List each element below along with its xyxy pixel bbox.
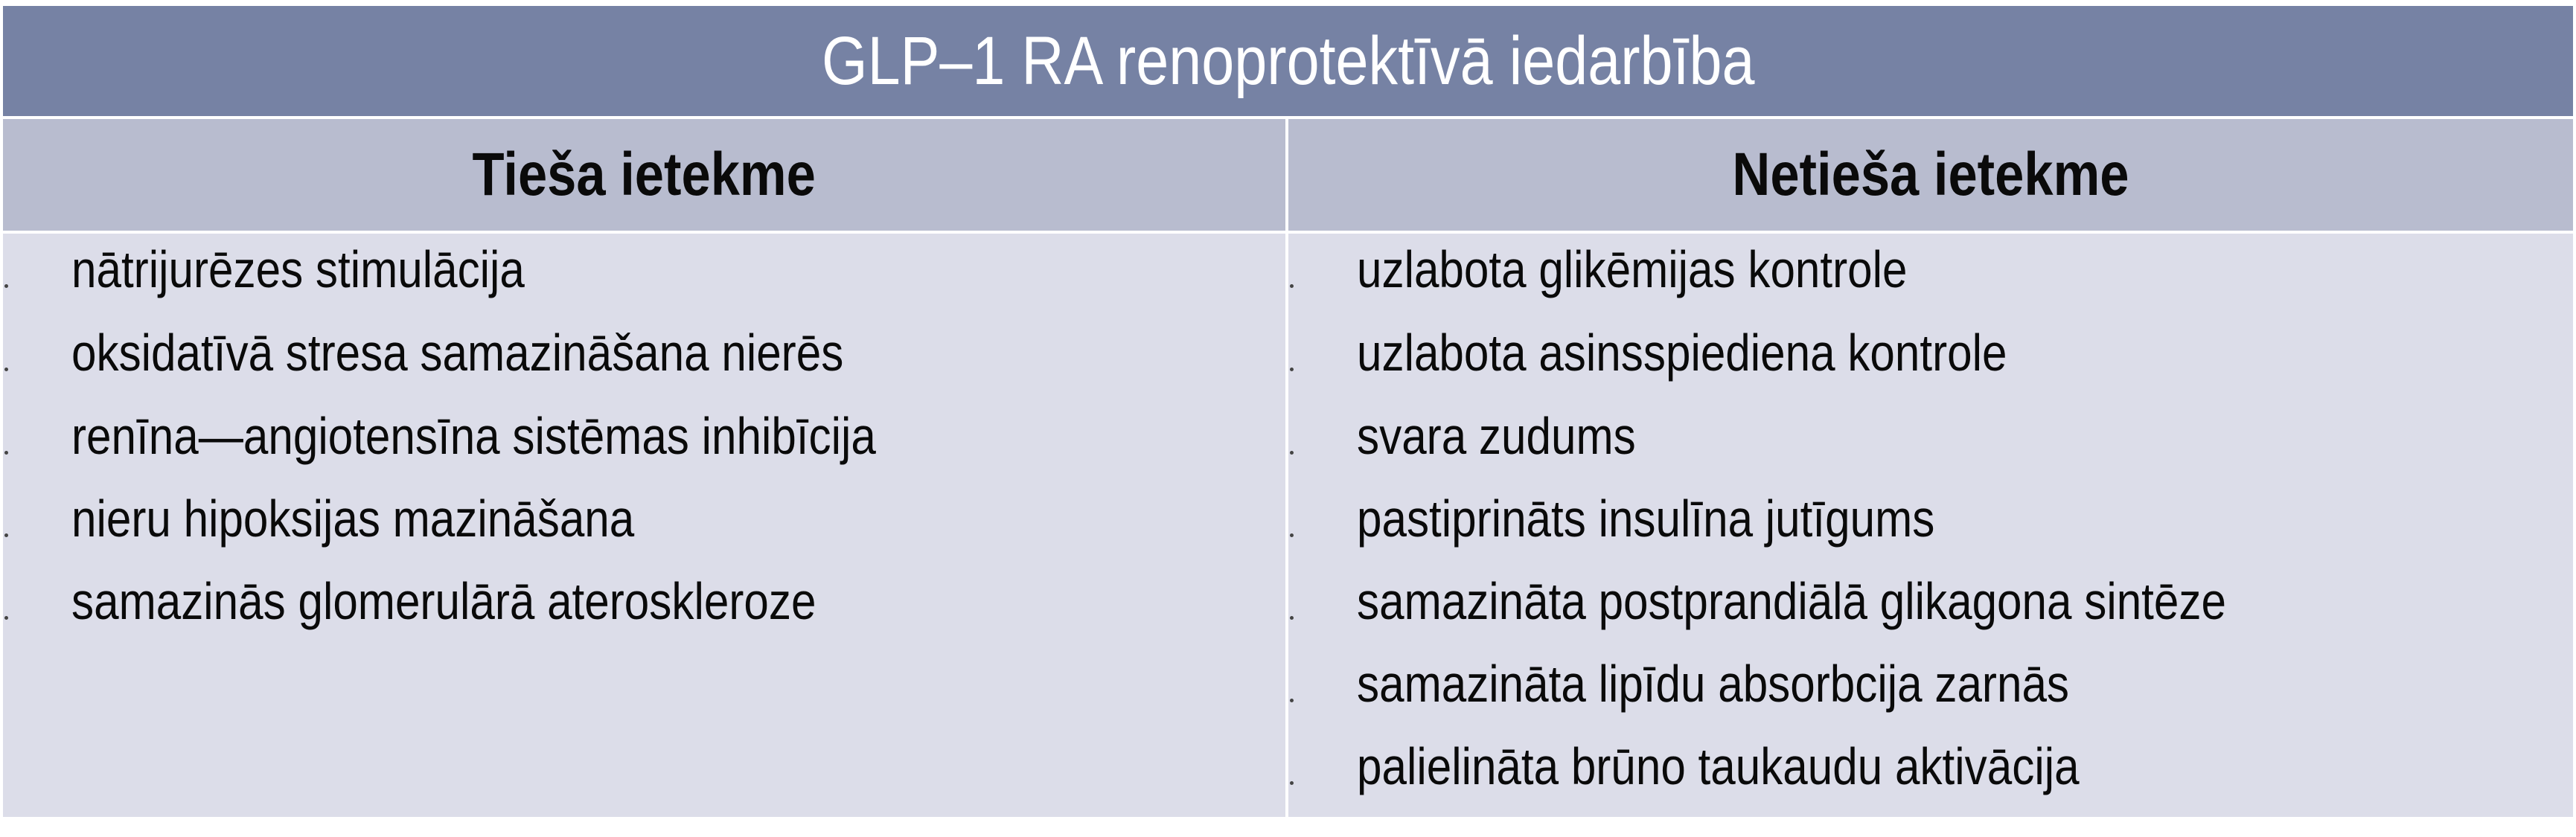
bullet-icon — [4, 368, 8, 371]
column-header-direct-text: Tieša ietekme — [472, 141, 816, 208]
table-title — [3, 6, 2573, 116]
list-item: palielināta brūno taukaudu aktivācija — [1288, 737, 2573, 820]
bullet-icon — [1290, 284, 1294, 288]
table-title-text: GLP–1 RA renoprotektīvā iedarbība — [821, 22, 1755, 99]
bullet-icon — [1290, 699, 1294, 702]
bullet-icon — [1290, 451, 1294, 455]
list-item: uzlabota glikēmijas kontrole — [1288, 240, 2573, 323]
indirect-effects-cell — [1288, 234, 2573, 817]
list-item: samazināta lipīdu absorbcija zarnās — [1288, 654, 2573, 737]
bullet-icon — [4, 284, 8, 288]
bullet-icon — [4, 616, 8, 620]
list-item: pastiprināts insulīna jutīgums — [1288, 489, 2573, 572]
header-row — [3, 119, 2573, 231]
list-item: nātrijurēzes stimulācija — [3, 240, 1285, 323]
list-item: oksidatīvā stresa samazināšana nierēs — [3, 323, 1285, 406]
bullet-icon — [1290, 781, 1294, 785]
list-item: samazinās glomerulārā ateroskleroze — [3, 571, 1285, 655]
list-item: uzlabota asinsspiediena kontrole — [1288, 323, 2573, 406]
direct-effects-cell — [3, 234, 1285, 817]
bullet-icon — [1290, 368, 1294, 371]
column-header-indirect-text: Netieša ietekme — [1732, 141, 2129, 208]
bullet-icon — [4, 533, 8, 537]
column-header-indirect — [1288, 119, 2573, 231]
effects-table — [3, 6, 2573, 817]
bullet-icon — [4, 451, 8, 455]
bullet-icon — [1290, 616, 1294, 620]
list-item: samazināta postprandiālā glikagona sintēze — [1288, 571, 2573, 655]
list-item: renīna—angiotensīna sistēmas inhibīcija — [3, 406, 1285, 490]
body-row — [3, 234, 2573, 817]
bullet-icon — [1290, 533, 1294, 537]
list-item: nieru hipoksijas mazināšana — [3, 489, 1285, 572]
column-header-direct — [3, 119, 1285, 231]
list-item: svara zudums — [1288, 406, 2573, 490]
